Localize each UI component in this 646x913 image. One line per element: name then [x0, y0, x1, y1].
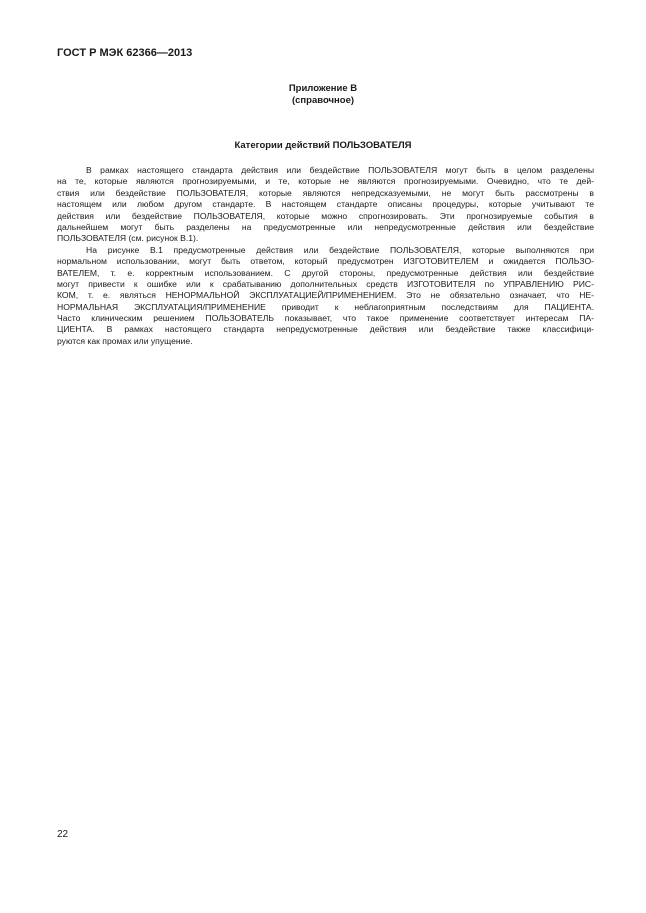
text-line: ПОЛЬЗОВАТЕЛЯ (см. рисунок В.1). — [57, 233, 199, 244]
text-line: КОМ, т. е. являться НЕНОРМАЛЬНОЙ ЭКСПЛУАТАЦИЕЙ/ПРИМЕНЕНИЕМ. Это не обязательно означает, что НЕ- — [57, 290, 594, 301]
standard-header: ГОСТ Р МЭК 62366—2013 — [57, 47, 193, 59]
text-line: ВАТЕЛЕМ, т. е. корректным использованием. С другой стороны, предусмотренные действия или бездействие — [57, 267, 594, 278]
text-line: настоящем или любом другом стандарте. В настоящем стандарте описаны процедуры, которые учитывают те — [57, 199, 594, 210]
text-line: могут привести к ошибке или к срабатыванию дополнительных средств ИЗГОТОВИТЕЛЯ по УПРАВЛЕНИЮ РИС- — [57, 278, 594, 289]
text-line: НОРМАЛЬНАЯ ЭКСПЛУАТАЦИЯ/ПРИМЕНЕНИЕ приводит к неблагоприятным последствиям для ПАЦИЕНТА. — [57, 301, 594, 312]
text-line: Часто клиническим решением ПОЛЬЗОВАТЕЛЬ показывает, что такое применение соответствует интересам ПА- — [57, 313, 594, 324]
text-line: действия или бездействие ПОЛЬЗОВАТЕЛЯ, которые можно спрогнозировать. Эти прогнозируемые события в — [57, 210, 594, 221]
section-title: Категории действий ПОЛЬЗОВАТЕЛЯ — [234, 140, 412, 151]
text-line: руются как промах или упущение. — [57, 335, 193, 346]
page-number: 22 — [57, 829, 69, 840]
text-line: ствия или бездействие ПОЛЬЗОВАТЕЛЯ, которые являются непредсказуемыми, не могут быть рассмотрены в — [57, 187, 594, 198]
paragraph-1 — [57, 165, 594, 245]
text-line: нормальном использовании, могут быть ответом, который предусмотрен ИЗГОТОВИТЕЛЕМ и ожидается ПОЛЬЗО- — [57, 256, 594, 267]
text-line: на те, которые являются прогнозируемыми, и те, которые не являются прогнозируемыми. Очевидно, что те дей- — [57, 176, 594, 187]
text-line: дальнейшем могут быть разделены на предусмотренные или непредусмотренные действия или бездействие — [57, 221, 594, 232]
appendix-title: Приложение В — [288, 83, 358, 94]
body-text — [57, 165, 594, 347]
text-line: В рамках настоящего стандарта действия или бездействие ПОЛЬЗОВАТЕЛЯ могут быть в целом разделены — [86, 165, 594, 175]
paragraph-2 — [57, 245, 594, 348]
appendix-subtitle: (справочное) — [291, 95, 355, 106]
text-line: На рисунке В.1 предусмотренные действия или бездействие ПОЛЬЗОВАТЕЛЯ, которые выполняются при — [86, 244, 594, 255]
text-line: ЦИЕНТА. В рамках настоящего стандарта непредусмотренные действия или бездействие также классифици- — [57, 324, 594, 335]
appendix-heading — [0, 83, 646, 107]
